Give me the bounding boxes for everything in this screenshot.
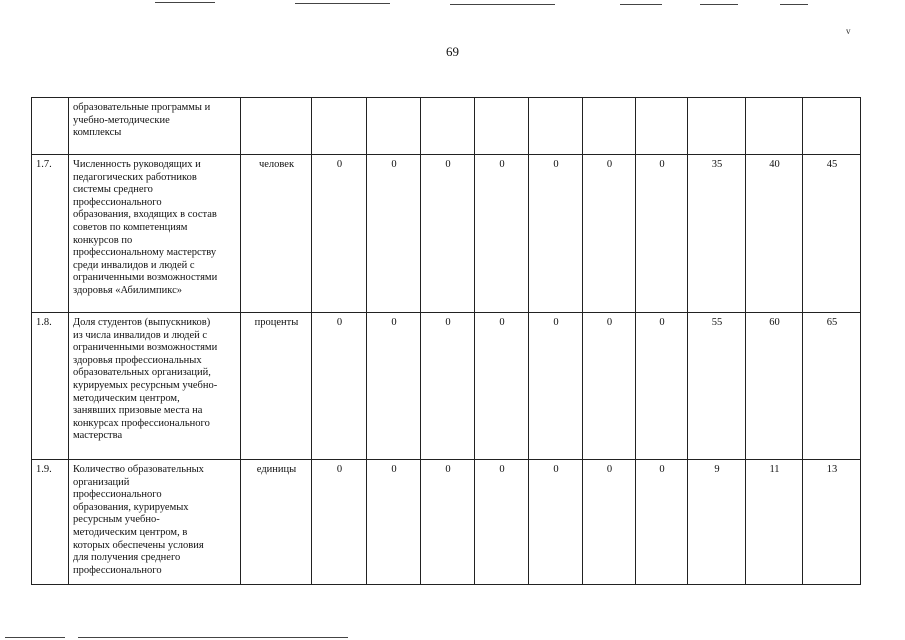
row-unit: проценты	[241, 313, 312, 460]
page-number: 69	[446, 44, 459, 59]
row-description-text: Численность руководящих и педагогических работников системы среднего профессионального образования, входящих в состав советов по компетенциям конкурсов по профессиональному мастерству среди инвалидов и людей с ограниченными возможностями здоровья «Абилимпикс»	[73, 159, 218, 296]
value-cell: 40	[746, 155, 803, 313]
value-cell: 0	[475, 155, 529, 313]
value-cell	[583, 98, 636, 155]
table-row	[32, 460, 861, 585]
value-cell	[803, 98, 861, 155]
value-cell: 60	[746, 313, 803, 460]
scan-artifact-bottom	[5, 637, 65, 638]
row-unit	[241, 98, 312, 155]
value-cell	[475, 98, 529, 155]
value-cell: 0	[421, 313, 475, 460]
table-row	[32, 98, 861, 155]
value-cell: 55	[688, 313, 746, 460]
table-body	[32, 98, 861, 585]
scan-artifact-top	[700, 4, 738, 5]
value-cell	[746, 98, 803, 155]
table-row	[32, 313, 861, 460]
row-description	[69, 98, 241, 155]
row-code: 1.7.	[32, 155, 69, 313]
value-cell	[421, 98, 475, 155]
value-cell: 9	[688, 460, 746, 585]
data-table	[31, 97, 861, 585]
row-unit: единицы	[241, 460, 312, 585]
value-cell: 0	[583, 313, 636, 460]
row-description	[69, 313, 241, 460]
row-description-text: образовательные программы и учебно-методические комплексы	[73, 102, 211, 139]
value-cell: 0	[636, 313, 688, 460]
value-cell: 65	[803, 313, 861, 460]
value-cell: 0	[475, 460, 529, 585]
scan-artifact-top	[295, 3, 390, 4]
row-description-text: Доля студентов (выпускников) из числа инвалидов и людей с ограниченными возможностями здоровья профессиональных образовательных организаций, курируемых ресурсным учебно- методическим центром, занявших призовые места на конкурсах профессионального мастерства	[73, 317, 218, 442]
value-cell	[529, 98, 583, 155]
value-cell: 0	[636, 155, 688, 313]
row-description	[69, 460, 241, 585]
scan-artifact-top	[155, 2, 215, 3]
value-cell: 0	[367, 460, 421, 585]
row-description-text: Количество образовательных организаций профессионального образования, курируемых ресурсным учебно- методическим центром, в которых обеспечены условия для получения среднего профессионального	[73, 464, 204, 576]
value-cell	[636, 98, 688, 155]
value-cell: 45	[803, 155, 861, 313]
value-cell: 0	[312, 313, 367, 460]
corner-mark: v	[846, 26, 851, 36]
value-cell: 0	[367, 155, 421, 313]
value-cell	[312, 98, 367, 155]
value-cell: 0	[312, 155, 367, 313]
row-description	[69, 155, 241, 313]
value-cell: 11	[746, 460, 803, 585]
value-cell: 0	[636, 460, 688, 585]
value-cell: 0	[312, 460, 367, 585]
scan-artifact-bottom	[78, 637, 348, 638]
value-cell	[688, 98, 746, 155]
value-cell: 0	[421, 155, 475, 313]
value-cell: 0	[421, 460, 475, 585]
value-cell: 0	[367, 313, 421, 460]
scan-artifact-top	[620, 4, 662, 5]
row-code	[32, 98, 69, 155]
value-cell: 0	[583, 155, 636, 313]
row-code: 1.9.	[32, 460, 69, 585]
row-code: 1.8.	[32, 313, 69, 460]
value-cell: 0	[529, 155, 583, 313]
value-cell: 35	[688, 155, 746, 313]
value-cell: 0	[475, 313, 529, 460]
value-cell: 13	[803, 460, 861, 585]
scan-artifact-top	[450, 4, 555, 5]
row-unit: человек	[241, 155, 312, 313]
value-cell: 0	[583, 460, 636, 585]
scan-artifact-top	[780, 4, 808, 5]
value-cell: 0	[529, 460, 583, 585]
table-row	[32, 155, 861, 313]
value-cell: 0	[529, 313, 583, 460]
value-cell	[367, 98, 421, 155]
